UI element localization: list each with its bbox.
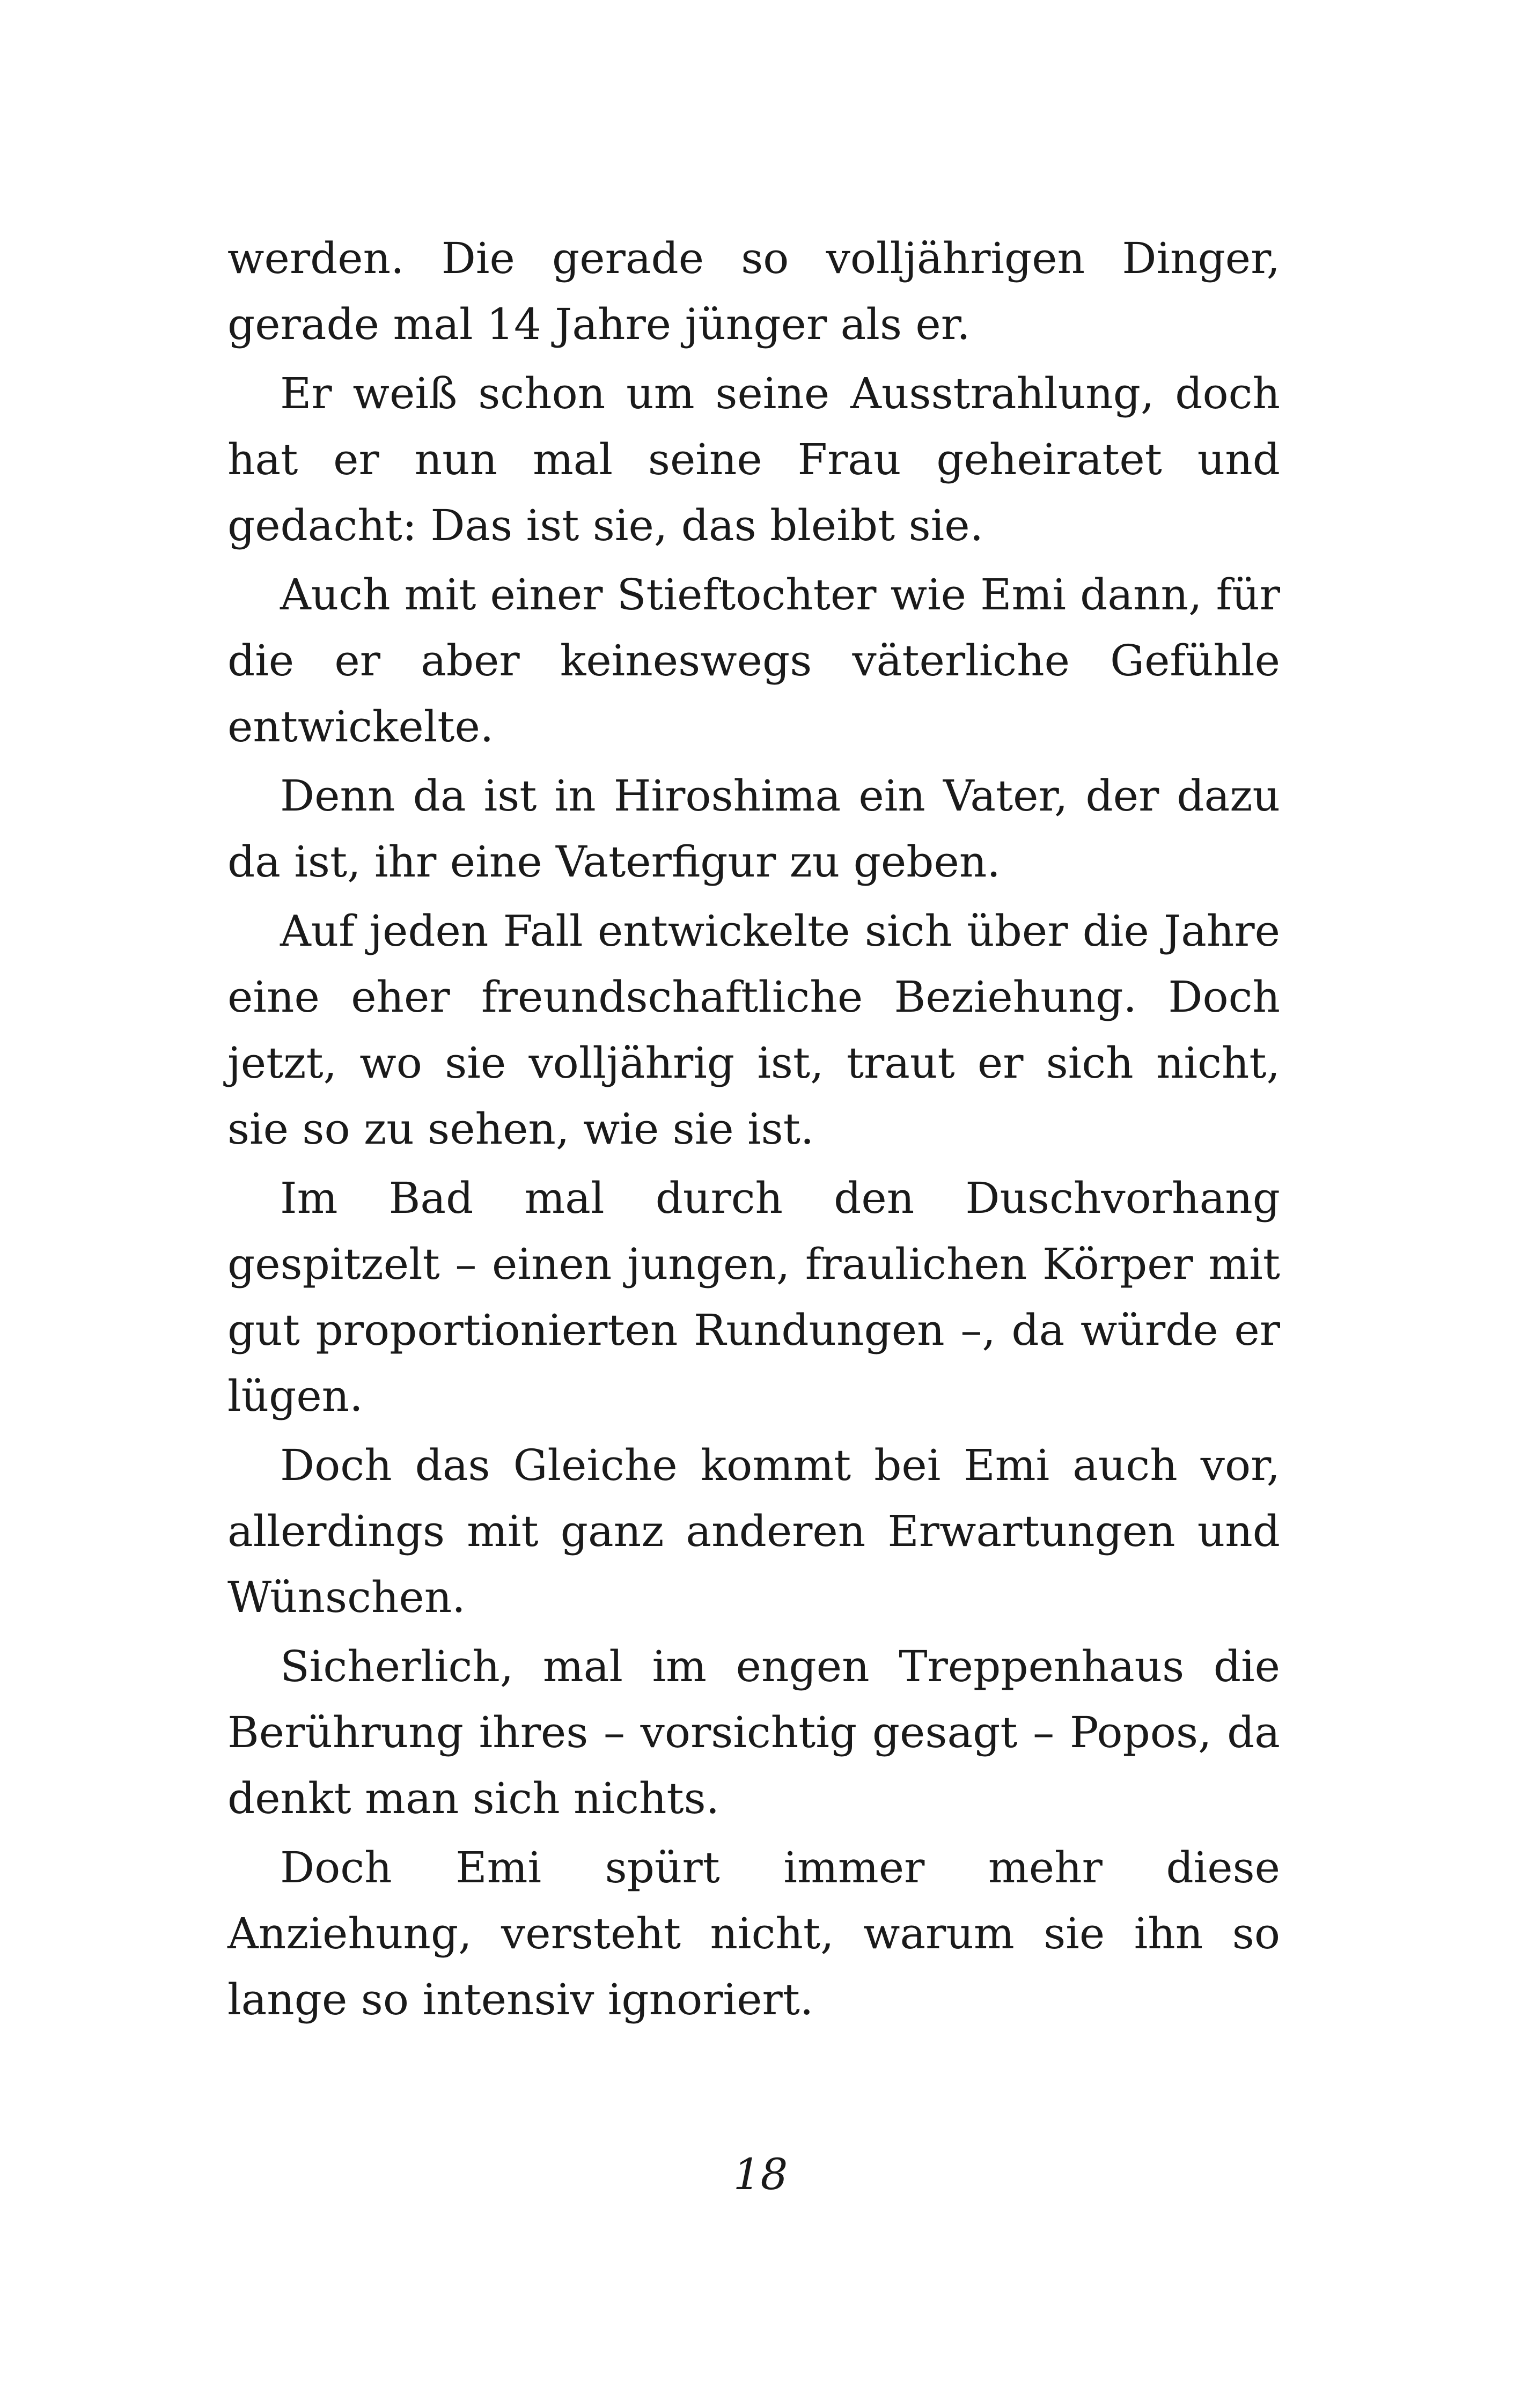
- paragraph-9: Doch Emi spürt immer mehr diese Anziehung, versteht nicht, warum sie ihn so lange so intensiv ignoriert.: [227, 1843, 1280, 2024]
- paragraph-6: Im Bad mal durch den Duschvorhang gespitzelt – einen jungen, fraulichen Körper mit gut proportionierten Rundungen –, da würde er lügen.: [227, 1173, 1280, 1421]
- body-text: [227, 225, 1280, 2036]
- paragraph-7: Doch das Gleiche kommt bei Emi auch vor, allerdings mit ganz anderen Erwartungen und Wünschen.: [227, 1440, 1280, 1622]
- paragraph-5: Auf jeden Fall entwickelte sich über die Jahre eine eher freundschaftliche Beziehung. Doch jetzt, wo sie volljährig ist, traut er sich nicht, sie so zu sehen, wie sie ist.: [227, 906, 1280, 1154]
- page-number: 18: [733, 2149, 788, 2199]
- paragraph-1: werden. Die gerade so volljährigen Dinger, gerade mal 14 Jahre jünger als er.: [227, 233, 1280, 349]
- paragraph-3: Auch mit einer Stieftochter wie Emi dann, für die er aber keineswegs väterliche Gefühle entwickelte.: [227, 570, 1280, 752]
- paragraph-2: Er weiß schon um seine Ausstrahlung, doch hat er nun mal seine Frau geheiratet und gedacht: Das ist sie, das bleibt sie.: [227, 369, 1280, 550]
- paragraph-8: Sicherlich, mal im engen Treppenhaus die Berührung ihres – vorsichtig gesagt – Popos, da denkt man sich nichts.: [227, 1641, 1280, 1823]
- paragraph-4: Denn da ist in Hiroshima ein Vater, der dazu da ist, ihr eine Vaterfigur zu geben.: [227, 771, 1280, 887]
